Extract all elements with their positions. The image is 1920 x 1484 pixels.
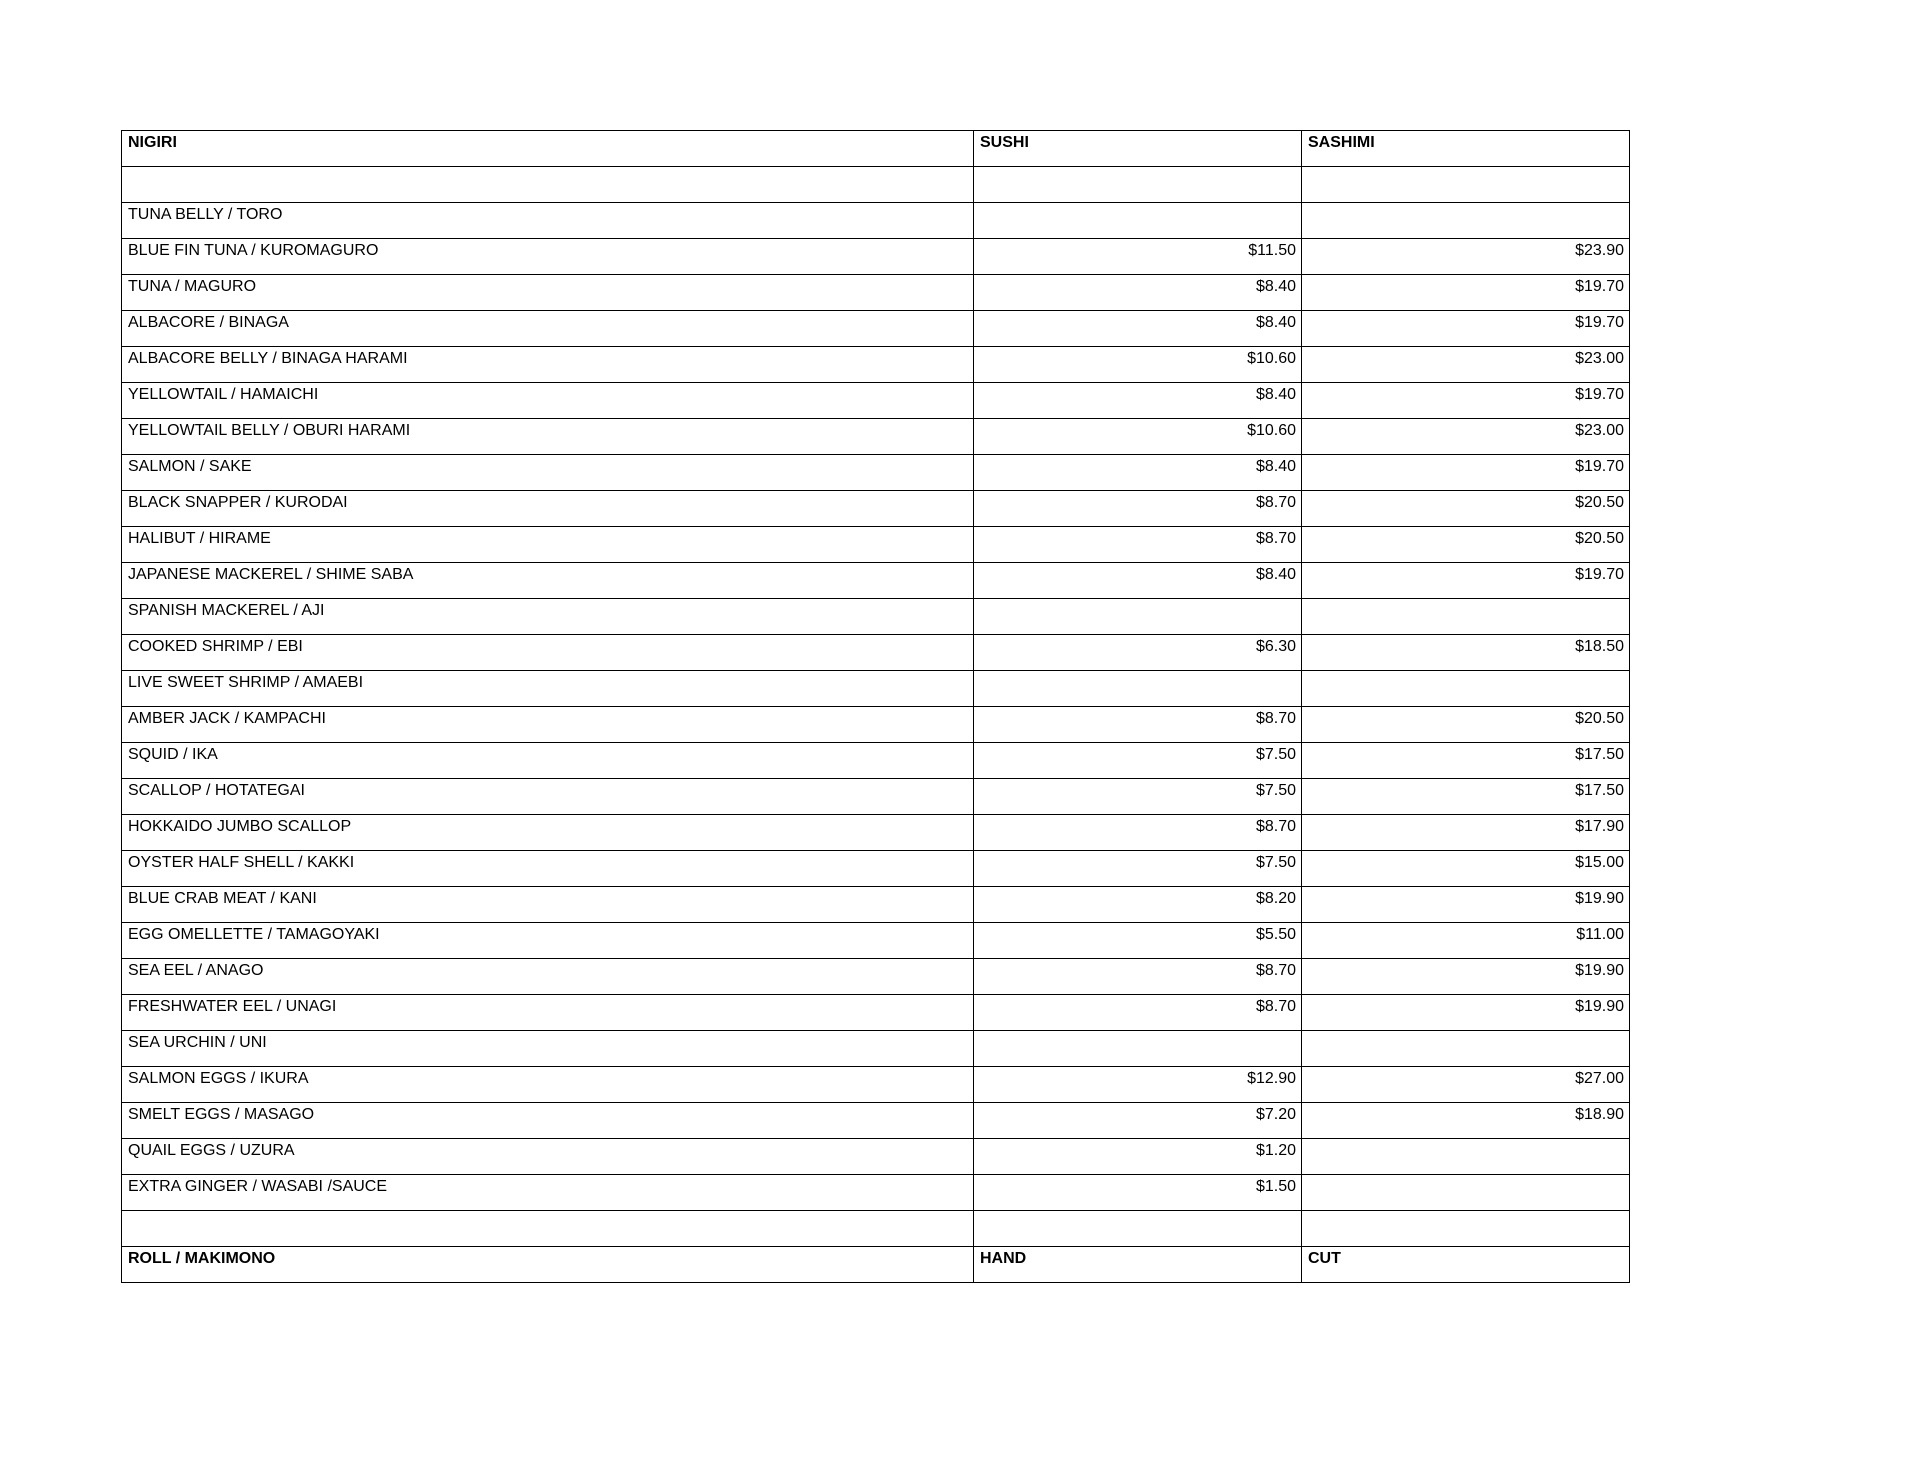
sushi-price bbox=[974, 671, 1302, 707]
sushi-price: $6.30 bbox=[974, 635, 1302, 671]
sushi-price: $10.60 bbox=[974, 347, 1302, 383]
table-row bbox=[122, 743, 1630, 779]
table-row bbox=[122, 959, 1630, 995]
sashimi-price bbox=[1302, 671, 1630, 707]
sushi-price: $7.50 bbox=[974, 779, 1302, 815]
sashimi-price: $19.90 bbox=[1302, 887, 1630, 923]
table-row bbox=[122, 599, 1630, 635]
sushi-price: $1.50 bbox=[974, 1175, 1302, 1211]
item-name: TUNA / MAGURO bbox=[122, 275, 974, 311]
table-row bbox=[122, 707, 1630, 743]
sashimi-price: $19.90 bbox=[1302, 995, 1630, 1031]
section-header-row-roll bbox=[122, 1247, 1630, 1283]
sushi-price: $12.90 bbox=[974, 1067, 1302, 1103]
table-row bbox=[122, 995, 1630, 1031]
header-nigiri: NIGIRI bbox=[122, 131, 974, 167]
sushi-price: $7.20 bbox=[974, 1103, 1302, 1139]
item-name: BLACK SNAPPER / KURODAI bbox=[122, 491, 974, 527]
table-row bbox=[122, 491, 1630, 527]
sushi-price: $8.70 bbox=[974, 959, 1302, 995]
table-row bbox=[122, 1175, 1630, 1211]
sashimi-price: $17.90 bbox=[1302, 815, 1630, 851]
table-row bbox=[122, 347, 1630, 383]
table-row bbox=[122, 527, 1630, 563]
sushi-price: $8.40 bbox=[974, 563, 1302, 599]
sushi-price: $8.40 bbox=[974, 275, 1302, 311]
table-row bbox=[122, 167, 1630, 203]
sushi-price: $8.70 bbox=[974, 815, 1302, 851]
sashimi-price bbox=[1302, 599, 1630, 635]
sashimi-price: $18.50 bbox=[1302, 635, 1630, 671]
table-row bbox=[122, 887, 1630, 923]
sashimi-price: $15.00 bbox=[1302, 851, 1630, 887]
item-name: QUAIL EGGS / UZURA bbox=[122, 1139, 974, 1175]
sashimi-price: $23.00 bbox=[1302, 347, 1630, 383]
item-name: JAPANESE MACKEREL / SHIME SABA bbox=[122, 563, 974, 599]
sashimi-price: $19.90 bbox=[1302, 959, 1630, 995]
item-name: COOKED SHRIMP / EBI bbox=[122, 635, 974, 671]
table-row bbox=[122, 563, 1630, 599]
sushi-price: $1.20 bbox=[974, 1139, 1302, 1175]
sashimi-price: $19.70 bbox=[1302, 563, 1630, 599]
item-name: SALMON EGGS / IKURA bbox=[122, 1067, 974, 1103]
sashimi-price: $17.50 bbox=[1302, 743, 1630, 779]
item-name bbox=[122, 1211, 974, 1247]
sushi-price bbox=[974, 1031, 1302, 1067]
table-row bbox=[122, 1103, 1630, 1139]
sushi-price: $7.50 bbox=[974, 851, 1302, 887]
item-name: ALBACORE / BINAGA bbox=[122, 311, 974, 347]
table-row bbox=[122, 239, 1630, 275]
table-row bbox=[122, 635, 1630, 671]
table-row bbox=[122, 1031, 1630, 1067]
sashimi-price: $11.00 bbox=[1302, 923, 1630, 959]
header-sushi: SUSHI bbox=[974, 131, 1302, 167]
sushi-price: $8.70 bbox=[974, 527, 1302, 563]
sushi-price: $10.60 bbox=[974, 419, 1302, 455]
table-row bbox=[122, 383, 1630, 419]
table-row bbox=[122, 923, 1630, 959]
sushi-price: $5.50 bbox=[974, 923, 1302, 959]
item-name: BLUE CRAB MEAT / KANI bbox=[122, 887, 974, 923]
sashimi-price: $27.00 bbox=[1302, 1067, 1630, 1103]
table-row bbox=[122, 1067, 1630, 1103]
item-name: YELLOWTAIL BELLY / OBURI HARAMI bbox=[122, 419, 974, 455]
table-row bbox=[122, 815, 1630, 851]
item-name: SEA EEL / ANAGO bbox=[122, 959, 974, 995]
item-name: SMELT EGGS / MASAGO bbox=[122, 1103, 974, 1139]
sushi-price: $8.70 bbox=[974, 707, 1302, 743]
sashimi-price: $20.50 bbox=[1302, 707, 1630, 743]
sushi-price: $8.40 bbox=[974, 455, 1302, 491]
item-name: HALIBUT / HIRAME bbox=[122, 527, 974, 563]
sashimi-price bbox=[1302, 1031, 1630, 1067]
sashimi-price bbox=[1302, 1175, 1630, 1211]
item-name: LIVE SWEET SHRIMP / AMAEBI bbox=[122, 671, 974, 707]
sashimi-price: $17.50 bbox=[1302, 779, 1630, 815]
sushi-price: $8.40 bbox=[974, 383, 1302, 419]
sashimi-price: $20.50 bbox=[1302, 527, 1630, 563]
sashimi-price bbox=[1302, 203, 1630, 239]
sashimi-price: $20.50 bbox=[1302, 491, 1630, 527]
item-name: SEA URCHIN / UNI bbox=[122, 1031, 974, 1067]
sashimi-price: $23.90 bbox=[1302, 239, 1630, 275]
table-header-row bbox=[122, 131, 1630, 167]
table-row bbox=[122, 311, 1630, 347]
table-row bbox=[122, 455, 1630, 491]
sashimi-price bbox=[1302, 1139, 1630, 1175]
item-name: SCALLOP / HOTATEGAI bbox=[122, 779, 974, 815]
sashimi-price: $19.70 bbox=[1302, 383, 1630, 419]
sushi-price: $8.40 bbox=[974, 311, 1302, 347]
sashimi-price: $19.70 bbox=[1302, 275, 1630, 311]
item-name: FRESHWATER EEL / UNAGI bbox=[122, 995, 974, 1031]
item-name: SPANISH MACKEREL / AJI bbox=[122, 599, 974, 635]
item-name: AMBER JACK / KAMPACHI bbox=[122, 707, 974, 743]
sashimi-price: $23.00 bbox=[1302, 419, 1630, 455]
sushi-price: $8.70 bbox=[974, 995, 1302, 1031]
footer-roll-makimono: ROLL / MAKIMONO bbox=[122, 1247, 974, 1283]
footer-hand: HAND bbox=[974, 1247, 1302, 1283]
footer-cut: CUT bbox=[1302, 1247, 1630, 1283]
sushi-price: $7.50 bbox=[974, 743, 1302, 779]
table-row bbox=[122, 203, 1630, 239]
sushi-price: $8.20 bbox=[974, 887, 1302, 923]
item-name: ALBACORE BELLY / BINAGA HARAMI bbox=[122, 347, 974, 383]
table-row bbox=[122, 779, 1630, 815]
table-row bbox=[122, 671, 1630, 707]
table-row bbox=[122, 1211, 1630, 1247]
item-name: EXTRA GINGER / WASABI /SAUCE bbox=[122, 1175, 974, 1211]
item-name: OYSTER HALF SHELL / KAKKI bbox=[122, 851, 974, 887]
sushi-price: $11.50 bbox=[974, 239, 1302, 275]
item-name: EGG OMELLETTE / TAMAGOYAKI bbox=[122, 923, 974, 959]
table-row bbox=[122, 419, 1630, 455]
item-name: HOKKAIDO JUMBO SCALLOP bbox=[122, 815, 974, 851]
table-row bbox=[122, 1139, 1630, 1175]
item-name: SALMON / SAKE bbox=[122, 455, 974, 491]
sushi-price: $8.70 bbox=[974, 491, 1302, 527]
item-name: SQUID / IKA bbox=[122, 743, 974, 779]
item-name: BLUE FIN TUNA / KUROMAGURO bbox=[122, 239, 974, 275]
item-name: YELLOWTAIL / HAMAICHI bbox=[122, 383, 974, 419]
item-name bbox=[122, 167, 974, 203]
header-sashimi: SASHIMI bbox=[1302, 131, 1630, 167]
sushi-price bbox=[974, 599, 1302, 635]
sashimi-price: $19.70 bbox=[1302, 311, 1630, 347]
sashimi-price bbox=[1302, 167, 1630, 203]
table-row bbox=[122, 851, 1630, 887]
nigiri-price-table bbox=[121, 130, 1630, 1283]
sashimi-price bbox=[1302, 1211, 1630, 1247]
item-name: TUNA BELLY / TORO bbox=[122, 203, 974, 239]
sashimi-price: $18.90 bbox=[1302, 1103, 1630, 1139]
sushi-price bbox=[974, 167, 1302, 203]
sushi-price bbox=[974, 203, 1302, 239]
sashimi-price: $19.70 bbox=[1302, 455, 1630, 491]
sushi-price bbox=[974, 1211, 1302, 1247]
table-row bbox=[122, 275, 1630, 311]
